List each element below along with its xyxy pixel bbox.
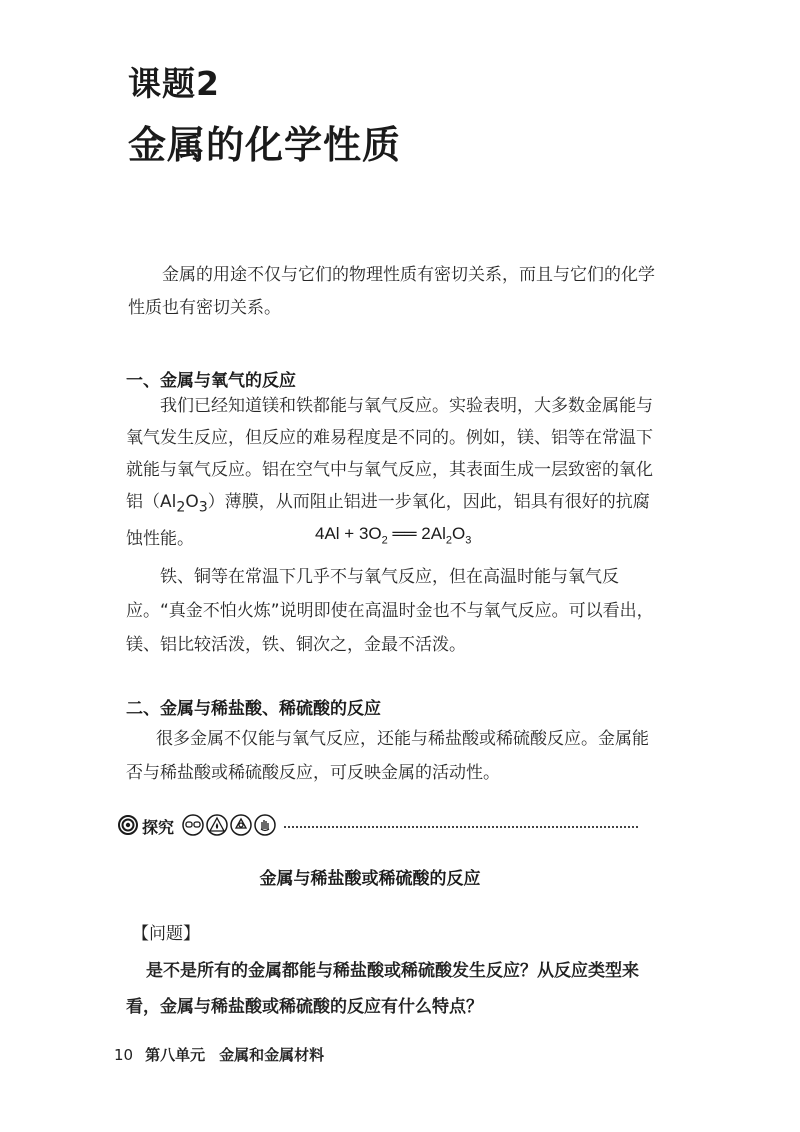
equation-right-subscript-1: 2 xyxy=(445,534,452,547)
page-number: 10 xyxy=(114,1046,134,1064)
hand-wash-icon xyxy=(254,814,276,836)
para1-text-c: ）薄膜，从而阻止铝进一步氧化，因此，铝具有很好的抗腐蚀性能。 xyxy=(126,492,650,550)
para1-text-a: 我们已经知道镁和铁都能与氧气反应。实验表明，大多数金属能与氧气发生反应，但反应的难易程度是不同的。例如，镁、铝等在常温下就能与氧气反应。铝在空气中与氧气反应，其表面生成一层致密的氧化铝（Al xyxy=(126,396,653,512)
chemical-equation xyxy=(315,524,471,546)
dotted-divider xyxy=(284,826,638,828)
equation-right-subscript-2: 3 xyxy=(465,534,472,547)
explore-label: 探究 xyxy=(142,818,175,837)
explore-bar xyxy=(118,812,658,840)
explore-title: 金属与稀盐酸或稀硫酸的反应 xyxy=(259,869,481,889)
warning-flame-icon xyxy=(206,814,228,836)
unit-label: 第八单元 xyxy=(145,1046,206,1064)
section1-paragraph2: 铁、铜等在常温下几乎不与氧气反应，但在高温时能与氧气反应。“真金不怕火炼”说明即使在高温时金也不与氧气反应。可以看出，镁、铝比较活泼，铁、铜次之，金最不活泼。 xyxy=(126,567,654,655)
section1-heading: 一、金属与氧气的反应 xyxy=(126,371,296,391)
page-footer xyxy=(114,1044,324,1065)
target-icon xyxy=(118,815,138,835)
section2-heading: 二、金属与稀盐酸、稀硫酸的反应 xyxy=(126,699,381,719)
section2-paragraph: 很多金属不仅能与氧气反应，还能与稀盐酸或稀硫酸反应。金属能否与稀盐酸或稀硫酸反应，可反映金属的活动性。 xyxy=(126,729,649,783)
unit-title: 金属和金属材料 xyxy=(219,1046,325,1064)
lesson-title: 金属的化学性质 xyxy=(128,123,402,167)
equation-equals: ══ xyxy=(387,524,422,543)
recycle-icon xyxy=(230,814,252,836)
para1-subscript-2: 3 xyxy=(198,499,208,516)
equation-right-a: 2Al xyxy=(421,524,446,543)
para1-subscript-1: 2 xyxy=(176,499,186,516)
intro-paragraph: 金属的用途不仅与它们的物理性质有密切关系，而且与它们的化学性质也有密切关系。 xyxy=(128,265,655,318)
equation-left-subscript: 2 xyxy=(381,534,388,547)
goggles-icon xyxy=(182,814,204,836)
para1-text-b: O xyxy=(185,492,199,512)
equation-left: 4Al + 3O xyxy=(315,524,382,543)
question-text: 是不是所有的金属都能与稀盐酸或稀硫酸发生反应？从反应类型来看，金属与稀盐酸或稀硫酸的反应有什么特点？ xyxy=(126,961,639,1017)
question-label: 【问题】 xyxy=(132,924,200,944)
lesson-label: 课题2 xyxy=(128,64,220,103)
equation-right-b: O xyxy=(452,524,466,543)
